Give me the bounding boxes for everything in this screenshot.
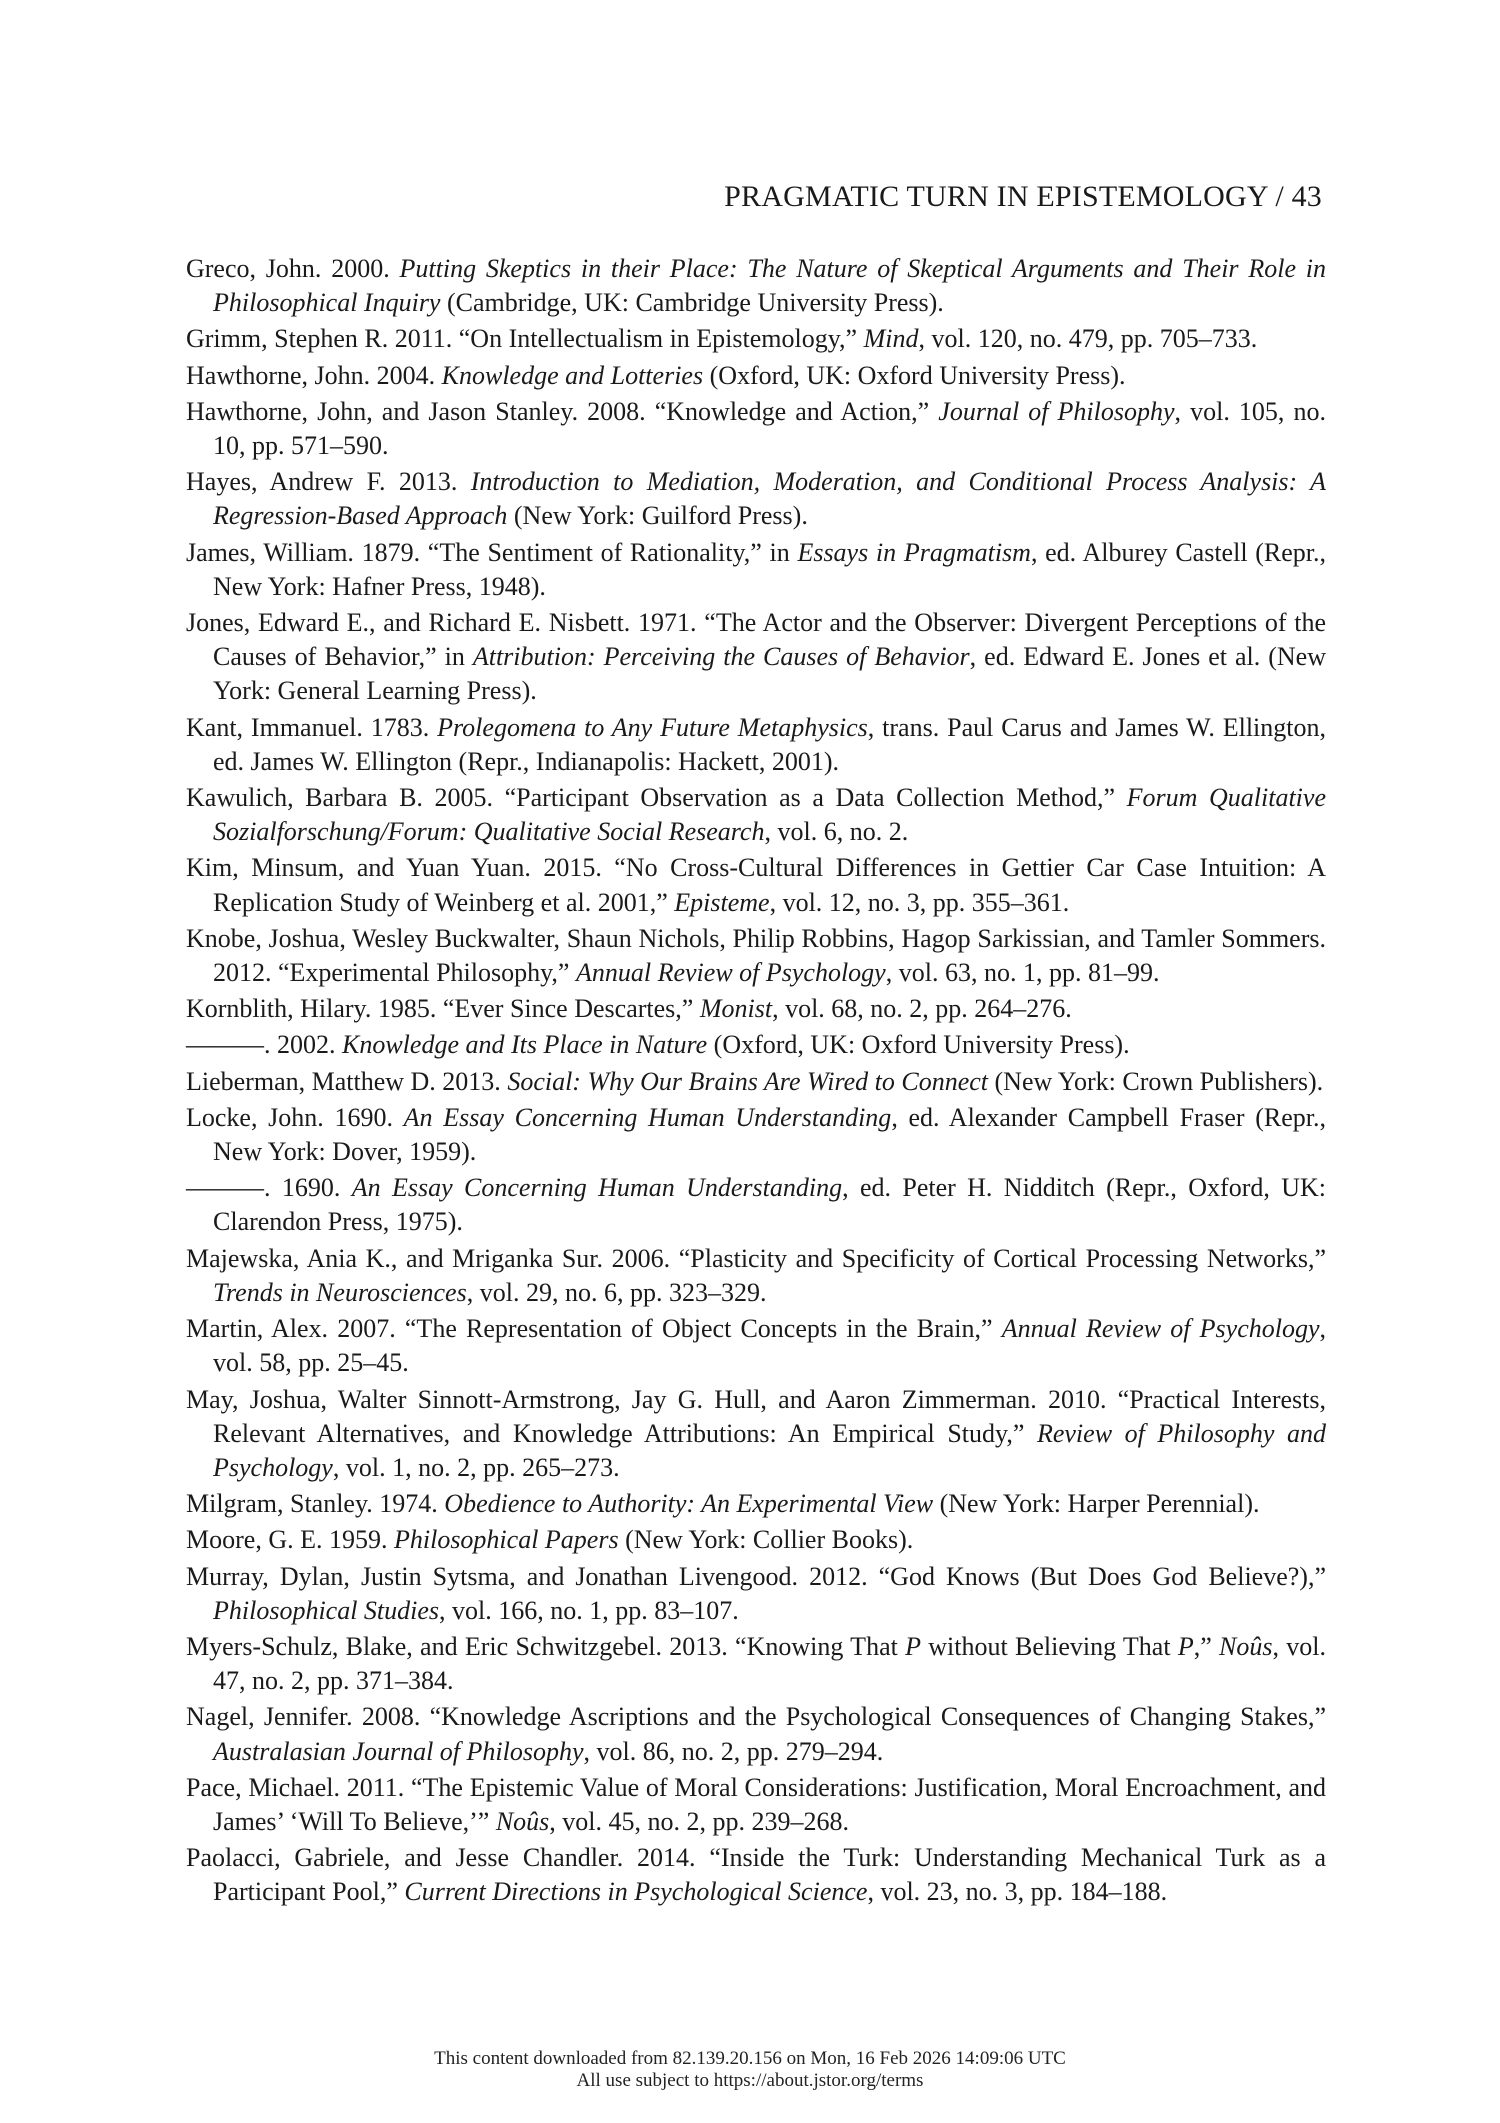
- reference-entry: [186, 465, 1326, 533]
- reference-title: Philosophical Studies: [213, 1595, 440, 1625]
- reference-text: May, Joshua, Walter Sinnott-Armstrong, Jay G. Hull, and Aaron Zimmerman. 2010. “Practical Interests, Relevant Alternatives, and Knowledge Attributions: An Empirical Study,”: [186, 1384, 1326, 1448]
- reference-text: Lieberman, Matthew D. 2013.: [186, 1066, 508, 1096]
- reference-title: Forum Qualitative Sozialforschung/Forum: Qualitative Social Research: [213, 783, 1326, 847]
- reference-entry: [186, 1101, 1326, 1169]
- reference-entry: [186, 711, 1326, 779]
- reference-entry: [186, 851, 1326, 919]
- reference-text: , vol. 86, no. 2, pp. 279–294.: [583, 1736, 884, 1766]
- reference-text: , vol. 23, no. 3, pp. 184–188.: [867, 1877, 1168, 1907]
- reference-entry: [186, 322, 1326, 356]
- reference-title: An Essay Concerning Human Understanding: [403, 1102, 892, 1132]
- reference-text: Knobe, Joshua, Wesley Buckwalter, Shaun Nichols, Philip Robbins, Hagop Sarkissian, and Tamler Sommers. 2012. “Experimental Philosophy,”: [186, 923, 1326, 988]
- reference-text: (Oxford, UK: Oxford University Press).: [703, 360, 1126, 390]
- reference-text: , vol. 58, pp. 25–45.: [213, 1314, 1327, 1378]
- reference-entry: [186, 252, 1326, 320]
- reference-text: , ed. Alexander Campbell Fraser (Repr., New York: Dover, 1959).: [213, 1102, 1326, 1167]
- reference-text: (New York: Harper Perennial).: [933, 1489, 1260, 1519]
- reference-entry: [186, 1630, 1326, 1698]
- reference-title: Current Directions in Psychological Science: [404, 1877, 868, 1907]
- reference-text: , vol. 63, no. 1, pp. 81–99.: [885, 958, 1160, 988]
- reference-title: Mind: [863, 324, 919, 354]
- reference-text: Kant, Immanuel. 1783.: [186, 712, 438, 742]
- reference-text: Moore, G. E. 1959.: [186, 1525, 394, 1555]
- reference-title: Attribution: Perceiving the Causes of Behavior: [472, 642, 970, 672]
- reference-entry: [186, 395, 1326, 463]
- reference-title: Noûs: [1219, 1631, 1273, 1661]
- reference-text: (New York: Guilford Press).: [507, 501, 808, 531]
- reference-title: Australasian Journal of Philosophy: [213, 1736, 584, 1766]
- reference-entry: [186, 992, 1326, 1026]
- reference-text: , vol. 166, no. 1, pp. 83–107.: [439, 1595, 739, 1625]
- reference-title: Episteme: [674, 887, 770, 917]
- reference-text: , vol. 105, no. 10, pp. 571–590.: [213, 396, 1327, 461]
- reference-text: (New York: Crown Publishers).: [988, 1066, 1324, 1096]
- reference-entry: [186, 1065, 1326, 1099]
- reference-text: , ed. Edward E. Jones et al. (New York: General Learning Press).: [213, 642, 1326, 706]
- download-notice: [0, 2048, 1500, 2092]
- running-head: PRAGMATIC TURN IN EPISTEMOLOGY / 43: [724, 180, 1322, 213]
- reference-entry: [186, 536, 1326, 604]
- reference-text: , ed. Peter H. Nidditch (Repr., Oxford, UK: Clarendon Press, 1975).: [213, 1173, 1327, 1237]
- reference-text: Majewska, Ania K., and Mriganka Sur. 2006. “Plasticity and Specificity of Cortical Processing Networks,”: [186, 1243, 1326, 1273]
- reference-text: , vol. 6, no. 2.: [764, 817, 909, 847]
- reference-text: Hawthorne, John, and Jason Stanley. 2008. “Knowledge and Action,”: [186, 396, 939, 426]
- reference-entry: [186, 1523, 1326, 1557]
- reference-text: ,”: [1193, 1631, 1220, 1661]
- reference-text: , vol. 1, no. 2, pp. 265–273.: [332, 1452, 620, 1482]
- reference-title: Essays in Pragmatism: [797, 537, 1031, 567]
- reference-title: P: [1177, 1631, 1194, 1661]
- reference-text: Kawulich, Barbara B. 2005. “Participant Observation as a Data Collection Method,”: [186, 783, 1127, 813]
- reference-text: (Oxford, UK: Oxford University Press).: [707, 1030, 1130, 1060]
- reference-title: Social: Why Our Brains Are Wired to Connect: [507, 1066, 989, 1096]
- reference-text: , vol. 45, no. 2, pp. 239–268.: [549, 1806, 850, 1836]
- reference-text: , vol. 29, no. 6, pp. 323–329.: [466, 1277, 767, 1307]
- reference-entry: [186, 1771, 1326, 1839]
- reference-text: without Believing That: [921, 1631, 1178, 1661]
- reference-text: ———. 2002.: [186, 1030, 342, 1060]
- reference-title: Knowledge and Its Place in Nature: [342, 1030, 708, 1060]
- download-notice-line: This content downloaded from 82.139.20.156 on Mon, 16 Feb 2026 14:09:06 UTC: [434, 2048, 1066, 2069]
- reference-entry: [186, 1841, 1326, 1909]
- reference-text: , vol. 68, no. 2, pp. 264–276.: [772, 994, 1072, 1024]
- reference-text: Paolacci, Gabriele, and Jesse Chandler. 2014. “Inside the Turk: Understanding Mechanical Turk as a Participant Pool,”: [186, 1843, 1326, 1907]
- reference-text: , vol. 120, no. 479, pp. 705–733.: [918, 324, 1258, 354]
- reference-text: , vol. 47, no. 2, pp. 371–384.: [213, 1631, 1327, 1696]
- reference-entry: [186, 781, 1326, 849]
- reference-text: Milgram, Stanley. 1974.: [186, 1489, 445, 1519]
- reference-title: Prolegomena to Any Future Metaphysics: [437, 712, 868, 742]
- reference-title: An Essay Concerning Human Understanding: [351, 1173, 843, 1203]
- reference-text: , trans. Paul Carus and James W. Ellington, ed. James W. Ellington (Repr., Indianapolis: Hackett, 2001).: [213, 712, 1327, 776]
- reference-text: Martin, Alex. 2007. “The Representation of Object Concepts in the Brain,”: [186, 1314, 1002, 1344]
- reference-title: Trends in Neurosciences: [213, 1277, 467, 1307]
- reference-entry: [186, 1171, 1326, 1239]
- reference-text: Hawthorne, John. 2004.: [186, 360, 442, 390]
- reference-title: Annual Review of Psychology: [575, 958, 886, 988]
- reference-text: Pace, Michael. 2011. “The Epistemic Value of Moral Considerations: Justification, Moral Encroachment, and James’ ‘Will To Believe,’”: [186, 1772, 1326, 1836]
- reference-entry: [186, 1560, 1326, 1628]
- terms-notice-line: All use subject to https://about.jstor.org/terms: [576, 2070, 924, 2091]
- reference-title: Obedience to Authority: An Experimental View: [444, 1489, 934, 1519]
- reference-entry: [186, 1700, 1326, 1768]
- reference-text: Murray, Dylan, Justin Sytsma, and Jonathan Livengood. 2012. “God Knows (But Does God Believe?),”: [186, 1561, 1326, 1591]
- reference-entry: [186, 1312, 1326, 1380]
- reference-title: Introduction to Mediation, Moderation, and Conditional Process Analysis: A Regression-Based Approach: [213, 467, 1326, 531]
- reference-entry: [186, 359, 1326, 393]
- reference-list: [186, 252, 1326, 1912]
- reference-title: P: [905, 1631, 921, 1661]
- reference-text: (New York: Collier Books).: [618, 1525, 914, 1555]
- reference-text: , ed. Alburey Castell (Repr., New York: Hafner Press, 1948).: [213, 537, 1326, 601]
- reference-entry: [186, 1028, 1326, 1062]
- reference-text: Nagel, Jennifer. 2008. “Knowledge Ascriptions and the Psychological Consequences of Changing Stakes,”: [186, 1702, 1326, 1732]
- reference-title: Annual Review of Psychology: [1001, 1314, 1320, 1344]
- reference-text: James, William. 1879. “The Sentiment of Rationality,” in: [186, 537, 798, 567]
- reference-title: Knowledge and Lotteries: [441, 360, 704, 390]
- reference-title: Putting Skeptics in their Place: The Nature of Skeptical Arguments and Their Role in Philosophical Inquiry: [213, 254, 1326, 318]
- reference-text: (Cambridge, UK: Cambridge University Press).: [440, 288, 944, 318]
- reference-title: Monist: [699, 994, 773, 1024]
- reference-title: Review of Philosophy and Psychology: [213, 1418, 1326, 1482]
- reference-text: Jones, Edward E., and Richard E. Nisbett. 1971. “The Actor and the Observer: Divergent Perceptions of the Causes of Behavior,” in: [186, 608, 1326, 672]
- reference-title: Philosophical Papers: [393, 1525, 619, 1555]
- reference-text: Locke, John. 1690.: [186, 1102, 404, 1132]
- reference-entry: [186, 922, 1326, 990]
- reference-entry: [186, 1487, 1326, 1521]
- reference-text: Myers-Schulz, Blake, and Eric Schwitzgebel. 2013. “Knowing That: [186, 1631, 906, 1661]
- reference-entry: [186, 1242, 1326, 1310]
- reference-title: Journal of Philosophy: [938, 396, 1175, 426]
- reference-text: ———. 1690.: [186, 1173, 352, 1203]
- reference-title: Noûs: [495, 1806, 550, 1836]
- reference-text: Kim, Minsum, and Yuan Yuan. 2015. “No Cross-Cultural Differences in Gettier Car Case Intuition: A Replication Study of Weinberg et al. 2001,”: [186, 853, 1326, 917]
- reference-text: Kornblith, Hilary. 1985. “Ever Since Descartes,”: [186, 994, 700, 1024]
- reference-entry: [186, 1383, 1326, 1486]
- reference-entry: [186, 606, 1326, 709]
- reference-text: Grimm, Stephen R. 2011. “On Intellectualism in Epistemology,”: [186, 324, 864, 354]
- reference-text: Greco, John. 2000.: [186, 254, 400, 283]
- reference-text: Hayes, Andrew F. 2013.: [186, 467, 471, 497]
- reference-text: , vol. 12, no. 3, pp. 355–361.: [769, 887, 1070, 917]
